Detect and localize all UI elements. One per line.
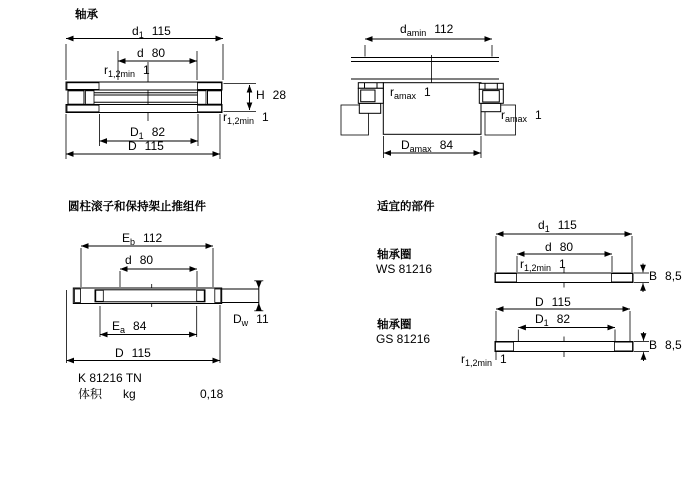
part-ws-type-label: 轴承圈: [377, 249, 412, 261]
dim-gs-D1-label: $D_1$ 82: [535, 312, 571, 328]
washer-gs-drawing: [495, 337, 633, 358]
dim-r12min-upper-label: $r_{1,2min}$ 1: [104, 63, 150, 79]
dim-D-label: D 115: [128, 139, 164, 153]
dim-Ea-label: $E_a$ 84: [112, 319, 147, 335]
dim-Damax-label: $D_{amax}$ 84: [401, 138, 454, 154]
section-title-assembly: 圆柱滚子和保持架止推组件: [68, 201, 206, 213]
dim-ws-B-label: B 8,5: [649, 269, 682, 283]
dim-D-assembly-label: D 115: [115, 346, 151, 360]
dim-H-label: H 28: [256, 88, 287, 102]
section-title-bearing: 轴承: [75, 9, 98, 21]
mass-value: 0,18: [200, 387, 224, 401]
dim-gs-D-label: D 115: [535, 295, 571, 309]
dim-ramax-right-label: $r_{amax}$ 1: [501, 108, 542, 124]
dim-D1-label: $D_1$ 82: [130, 125, 166, 141]
dim-gs-r12min-label: $r_{1,2min}$ 1: [461, 352, 507, 368]
dim-ws-r12min-label: $r_{1,2min}$ 1: [520, 257, 566, 273]
dim-Dw-label: $D_w$ 11: [233, 312, 269, 328]
mass-unit: kg: [123, 387, 136, 401]
dim-Eb-label: $E_b$ 112: [122, 231, 163, 247]
roller-left: [68, 91, 84, 104]
part-gs-type-label: 轴承圈: [377, 319, 412, 331]
dim-r12min-lower-label: $r_{1,2min}$ 1: [223, 110, 269, 126]
assembly-dimension-lines: [67, 246, 264, 363]
single-roller: [222, 289, 259, 303]
mass-label: 体积: [78, 387, 103, 401]
washer-gs-dimension-lines: [496, 309, 649, 361]
dim-ws-d-label: d 80: [545, 240, 574, 254]
dim-ws-d1-label: $d_1$ 115: [538, 218, 577, 234]
dim-d1-label: $d_1$ 115: [132, 24, 171, 40]
dim-gs-B-label: B 8,5: [649, 338, 682, 352]
assembly-drawing: [73, 284, 258, 308]
assembly-designation: K 81216 TN: [78, 371, 142, 385]
dim-damin-label: $d_{amin}$ 112: [400, 22, 454, 38]
dim-d-assembly-label: d 80: [125, 253, 154, 267]
section-title-parts: 适宜的部件: [377, 201, 435, 213]
dim-ramax-center-label: $r_{amax}$ 1: [390, 85, 431, 101]
roller-right: [208, 91, 222, 104]
dim-d-label: d 80: [137, 46, 166, 60]
part-ws-designation: WS 81216: [376, 262, 433, 276]
part-gs-designation: GS 81216: [376, 332, 431, 346]
